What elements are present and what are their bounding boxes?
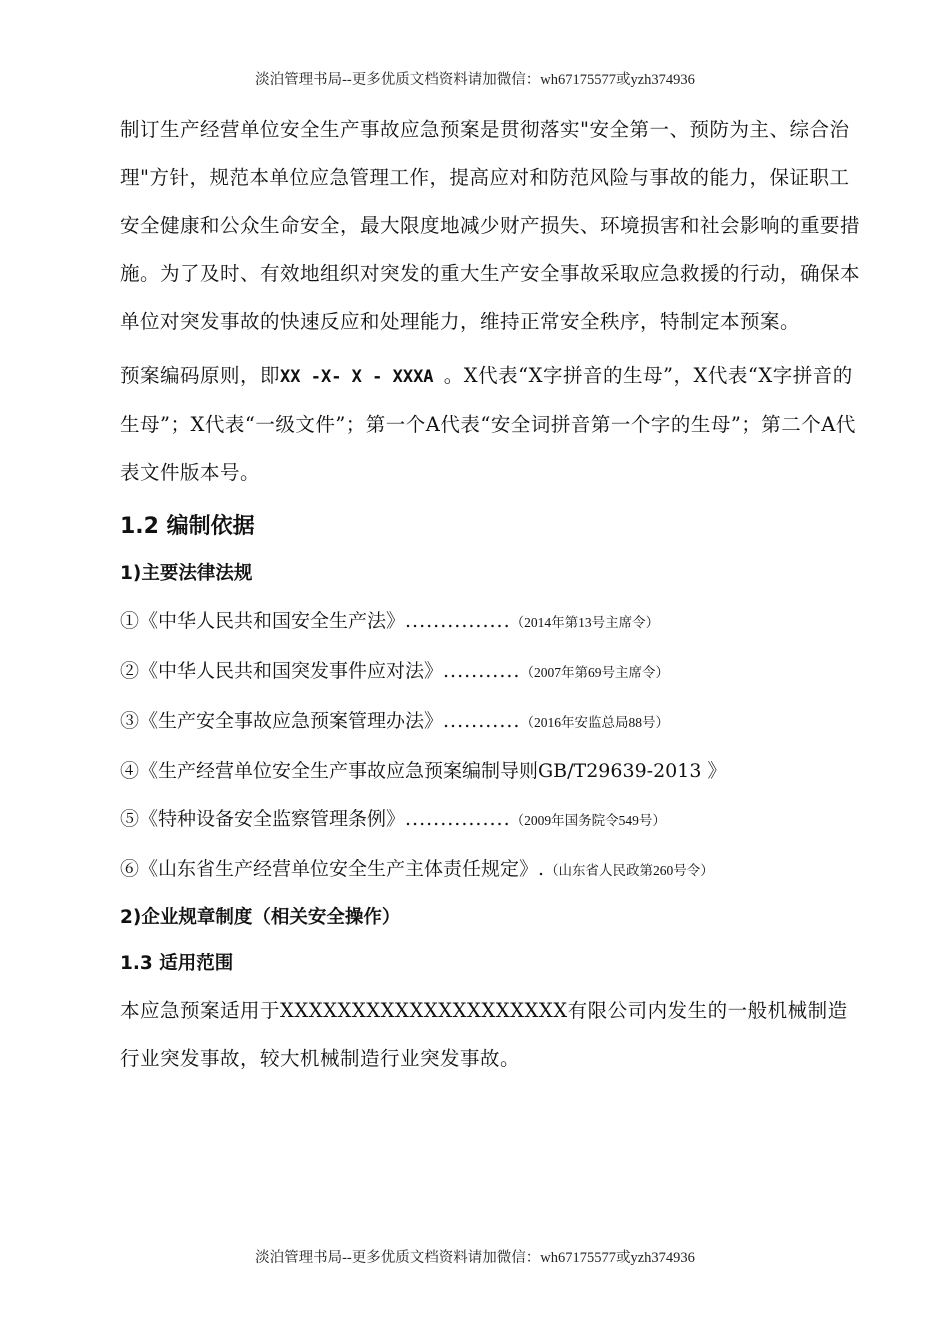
law-note: （2009年国务院令549号） [510,813,666,828]
law-text: ③《生产安全事故应急预案管理办法》 [120,710,444,732]
law-text: ⑥《山东省生产经营单位安全生产主体责任规定》 [120,858,539,880]
law-item [120,597,865,647]
page-footer: 淡泊管理书局--更多优质文档资料请加微信：wh67175577或yzh374936 [255,1250,695,1266]
document-body [120,106,865,1089]
coding-suffix: 。X代表“X字拼音的生母”，X代表“X字拼音的生母”；X代表“一级文件”；第一个A代表“安全词拼音第一个字的生母”；第二个A代表文件版本号。 [120,364,856,484]
law-item [120,845,865,895]
coding-prefix: 预案编码原则，即 [120,364,281,387]
regulations-subheading: 2)企业规章制度（相关安全操作） [120,907,401,928]
law-note: （2016年安监总局88号） [520,715,669,730]
laws-subheading: 1)主要法律法规 [120,563,253,584]
law-text: ④《生产经营单位安全生产事故应急预案编制导则GB/T29639-2013 》 [120,760,727,782]
law-text: ②《中华人民共和国突发事件应对法》 [120,660,444,682]
page-header: 淡泊管理书局--更多优质文档资料请加微信：wh67175577或yzh374936 [255,72,695,88]
law-text: ①《中华人民共和国安全生产法》 [120,610,406,632]
coding-paragraph [120,352,865,497]
law-item [120,747,865,795]
law-item [120,697,865,747]
law-item [120,795,865,845]
law-dots: ............... [405,808,511,830]
law-text: ⑤《特种设备安全监察管理条例》 [120,808,406,830]
section-1-2-title: 1.2 编制依据 [120,514,255,539]
law-note: （2007年第69号主席令） [520,665,669,680]
law-dots: . [538,858,546,880]
law-dots: ............... [405,610,511,632]
scope-paragraph: 本应急预案适用于XXXXXXXXXXXXXXXXXXXX有限公司内发生的一般机械制造行业突发事故，较大机械制造行业突发事故。 [120,999,848,1070]
intro-paragraph: 制订生产经营单位安全生产事故应急预案是贯彻落实"安全第一、预防为主、综合治理"方针，规范本单位应急管理工作，提高应对和防范风险与事故的能力，保证职工安全健康和公众生命安全，最大限度地减少财产损失、环境损害和社会影响的重要措施。为了及时、有效地组织对突发的重大生产安全事故采取应急救援的行动，确保本单位对突发事故的快速反应和处理能力，维持正常安全秩序，特制定本预案。 [120,118,861,333]
law-item [120,647,865,697]
law-note: （2014年第13号主席令） [510,615,660,630]
law-note: （山东省人民政第260号令） [545,863,714,878]
law-dots: ........... [443,710,521,732]
section-1-3-title: 1.3 适用范围 [120,953,234,974]
law-dots: ........... [443,660,521,682]
coding-code: XX -X- X - XXXA [280,367,444,387]
